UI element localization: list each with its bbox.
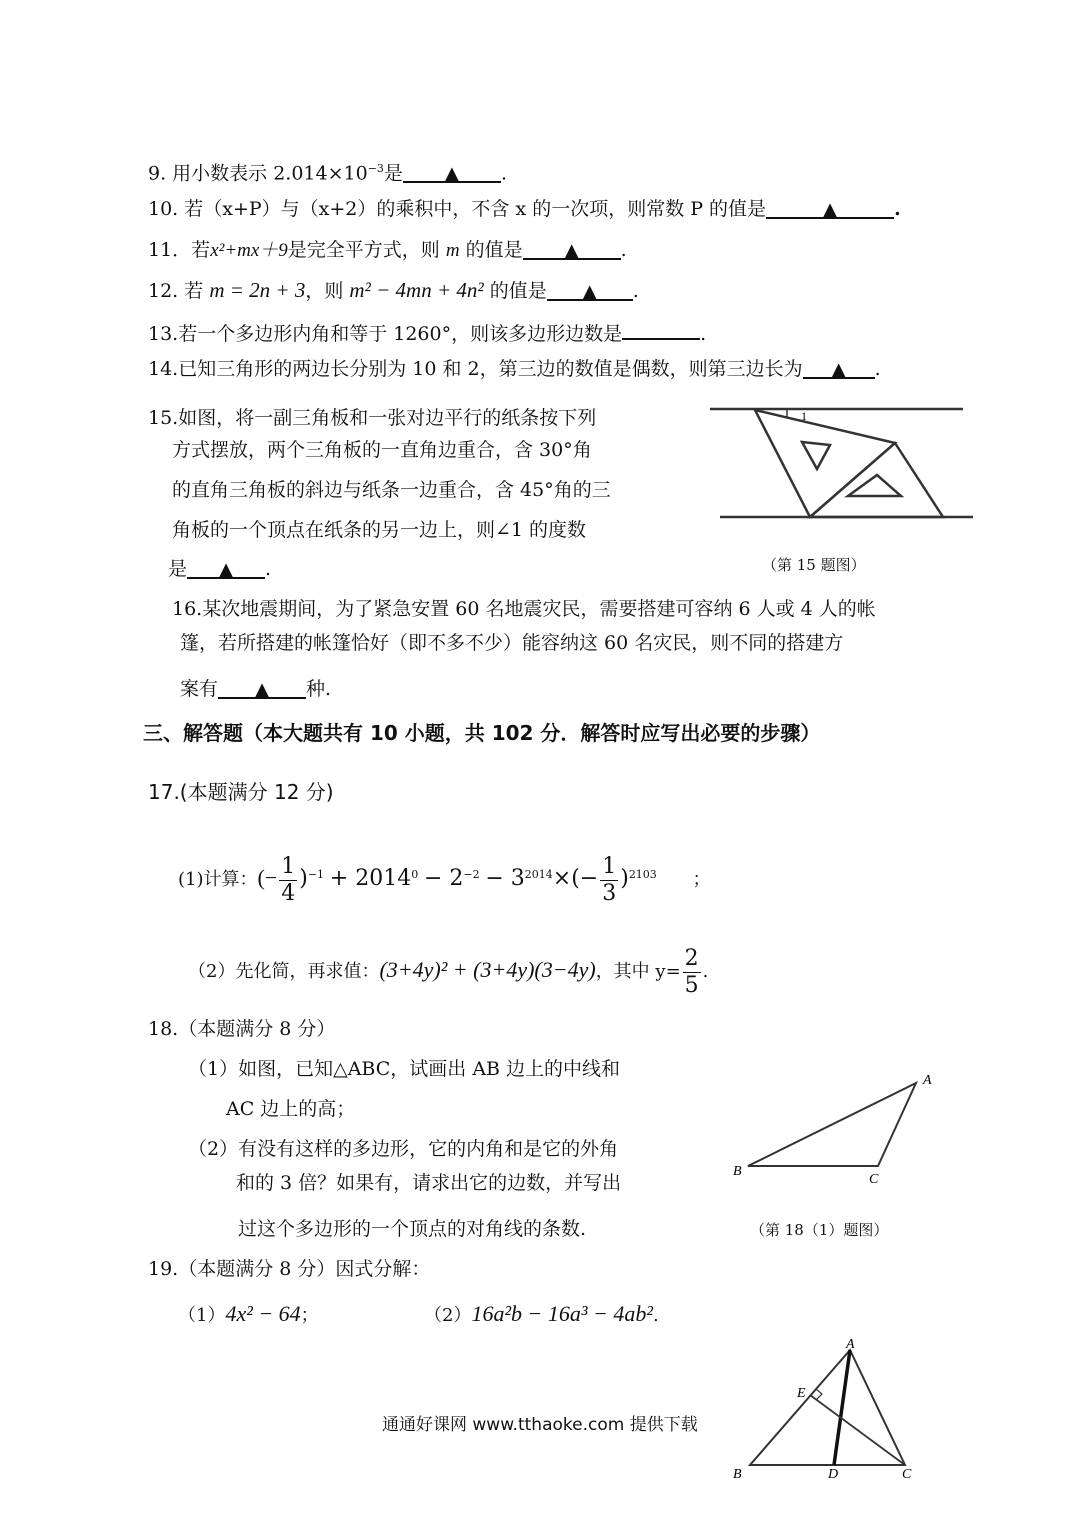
q18-line: （2）有没有这样的多边形，它的内角和是它的外角 [188, 1138, 619, 1160]
question-10: 10. 若（x+P）与（x+2）的乘积中，不含 x 的一次项，则常数 P 的值是 ▲ . [148, 198, 901, 220]
vertex-label-a: A [923, 1073, 932, 1088]
q19-title: 19.（本题满分 8 分）因式分解： [148, 1258, 431, 1280]
q20-triangle-figure [730, 1335, 930, 1485]
q18-title: 18.（本题满分 8 分） [148, 1018, 336, 1040]
question-9: 9. 用小数表示 $2.014\times 10^{-3}$是 ▲ . [148, 162, 507, 185]
q17-title: 17.(本题满分 12 分) [148, 780, 334, 804]
question-11: 11．若x²+mx＋9是完全平方式，则 m 的值是 ▲ . [148, 239, 627, 261]
footer-source: 通通好课网 www.tthaoke.com 提供下载 [382, 1415, 698, 1435]
fraction: $\frac{2}{5}$ [684, 945, 699, 998]
right-angle-mark [816, 1389, 822, 1400]
segment-ad [834, 1350, 850, 1465]
q18-triangle-figure [730, 1070, 950, 1190]
q15-line: 角板的一个顶点在纸条的另一边上，则∠1 的度数 [172, 519, 587, 541]
q18-caption: （第 18（1）题图） [750, 1221, 889, 1239]
answer-blank: ▲ [766, 197, 894, 219]
set-square-30-hole [802, 442, 830, 469]
q18-line: AC 边上的高； [226, 1098, 356, 1120]
q19-part-2: （2）16a²b − 16a³ − 4ab². [424, 1301, 659, 1326]
fraction: $\frac{1}{4}$ [281, 853, 296, 906]
q17-part-1: (1)计算：(− $\frac{1}{4}$ )$^{-1} + 2014^0 - 2^{-2} - 3^{2014}\times(-$ $\frac{1}{3}$ )$^{2103}$ ； [178, 853, 711, 906]
question-13: 13.若一个多边形内角和等于 1260°，则该多边形边数是 . [148, 318, 706, 346]
section-3-heading: 三、解答题（本大题共有 10 小题，共 102 分．解答时应写出必要的步骤） [143, 721, 821, 745]
q15-caption: （第 15 题图） [762, 556, 866, 574]
q17-part-2: （2）先化简，再求值：(3+4y)² + (3+4y)(3−4y)，其中 y= $\frac{2}{5}$ . [188, 945, 709, 998]
q16-line: 案有 ▲ 种. [180, 678, 332, 700]
answer-blank: ▲ [547, 279, 633, 301]
q15-line: 15.如图，将一副三角板和一张对边平行的纸条按下列 [148, 407, 597, 429]
vertex-label-d: D [828, 1467, 839, 1482]
answer-blank: ▲ [523, 238, 621, 260]
vertex-label-c: C [902, 1467, 912, 1482]
q16-line: 篷，若所搭建的帐篷恰好（即不多不少）能容纳这 60 名灾民，则不同的搭建方 [180, 632, 844, 654]
q15-line: 的直角三角板的斜边与纸条一边重合，含 45°角的三 [172, 479, 611, 501]
answer-blank: ▲ [803, 357, 875, 379]
answer-blank: ▲ [403, 161, 501, 183]
answer-blank: ▲ [218, 677, 306, 699]
fraction: $\frac{1}{3}$ [602, 853, 617, 906]
vertex-label-c: C [869, 1172, 879, 1187]
q15-line: 是 ▲ . [168, 558, 272, 580]
question-12: 12. 若 m = 2n + 3，则 m² − 4mn + 4n² 的值是 ▲ . [148, 278, 639, 302]
vertex-label-b: B [733, 1467, 742, 1482]
question-14: 14.已知三角形的两边长分别为 10 和 2，第三边的数值是偶数，则第三边长为 ▲ . [148, 358, 881, 380]
answer-blank: ▲ [187, 557, 265, 579]
triangle-abc [748, 1083, 916, 1166]
q15-line: 方式摆放，两个三角板的一直角边重合，含 30°角 [172, 439, 592, 461]
q18-line: （1）如图，已知△ABC，试画出 AB 边上的中线和 [188, 1058, 621, 1080]
set-square-45 [810, 443, 943, 517]
q16-line: 16.某次地震期间，为了紧急安置 60 名地震灾民，需要搭建可容纳 6 人或 4 人的帐 [172, 598, 876, 620]
answer-blank [622, 318, 700, 340]
q18-line: 和的 3 倍？如果有，请求出它的边数，并写出 [236, 1172, 622, 1194]
vertex-label-e: E [797, 1386, 806, 1401]
set-square-30 [755, 410, 895, 517]
vertex-label-a: A [846, 1337, 855, 1352]
angle-label-1: 1 [801, 409, 807, 423]
q19-part-1: （1）4x² − 64； [178, 1301, 319, 1326]
vertex-label-b: B [733, 1164, 742, 1179]
segment-ce [810, 1395, 905, 1465]
q18-line: 过这个多边形的一个顶点的对角线的条数. [238, 1218, 587, 1240]
q15-figure [705, 400, 980, 530]
